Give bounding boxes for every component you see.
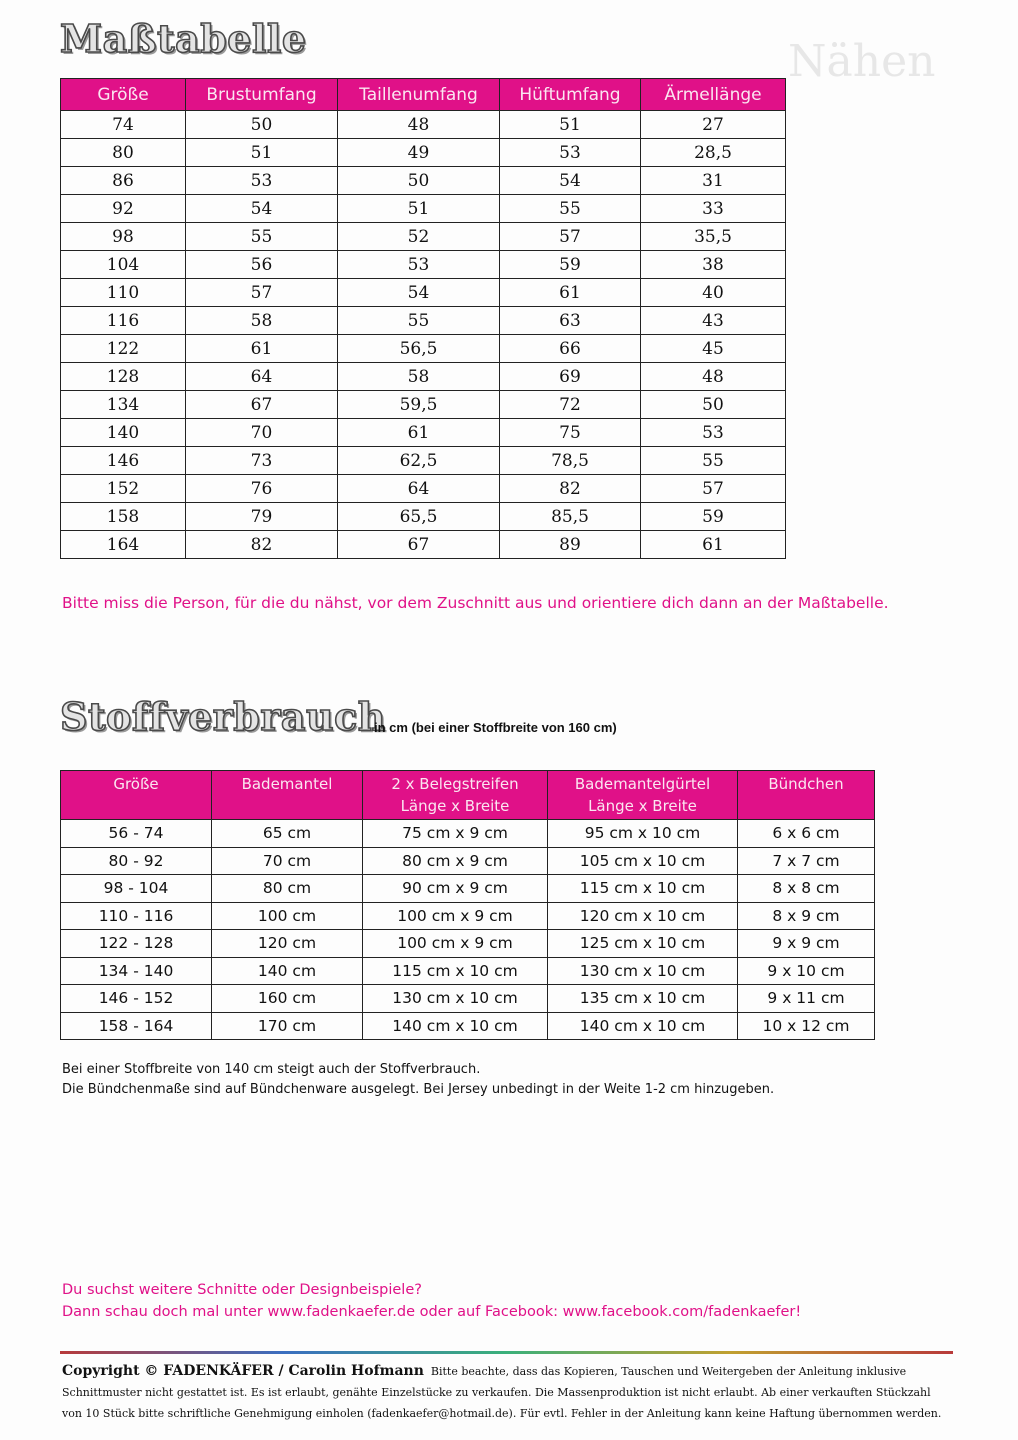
size-table-header-row — [61, 79, 786, 111]
fabric-table-row — [61, 902, 875, 930]
table-cell: 100 cm x 9 cm — [363, 930, 548, 958]
table-cell: 146 — [61, 447, 186, 475]
fabric-table-row — [61, 875, 875, 903]
table-cell: 55 — [641, 447, 786, 475]
size-table-row — [61, 363, 786, 391]
measure-note: Bitte miss die Person, für die du nähst, vor dem Zuschnitt aus und orientiere dich dann an der Maßtabelle. — [62, 594, 889, 612]
table-cell: 54 — [500, 167, 641, 195]
table-cell: 8 x 9 cm — [738, 902, 875, 930]
table-cell: 35,5 — [641, 223, 786, 251]
table-cell: 56 - 74 — [61, 820, 212, 848]
table-cell: 90 cm x 9 cm — [363, 875, 548, 903]
table-cell: 158 - 164 — [61, 1012, 212, 1040]
table-cell: 40 — [641, 279, 786, 307]
fabric-table-row — [61, 957, 875, 985]
size-table — [60, 78, 786, 559]
table-cell: 115 cm x 10 cm — [548, 875, 738, 903]
table-cell: 57 — [186, 279, 338, 307]
table-cell: 53 — [641, 419, 786, 447]
table-cell: 61 — [186, 335, 338, 363]
size-table-row — [61, 251, 786, 279]
table-cell: 122 - 128 — [61, 930, 212, 958]
header-size-range: Größe — [61, 771, 212, 820]
fabric-notes — [62, 1060, 774, 1100]
table-cell: 8 x 8 cm — [738, 875, 875, 903]
size-table-row — [61, 223, 786, 251]
table-cell: 65,5 — [338, 503, 500, 531]
size-table-row — [61, 111, 786, 139]
table-cell: 65 cm — [212, 820, 363, 848]
table-cell: 62,5 — [338, 447, 500, 475]
cta-line-2: Dann schau doch mal unter www.fadenkaefer.de oder auf Facebook: www.facebook.com/fadenkaefer! — [62, 1304, 802, 1320]
table-cell: 105 cm x 10 cm — [548, 847, 738, 875]
table-cell: 57 — [500, 223, 641, 251]
call-to-action — [62, 1279, 801, 1323]
table-cell: 67 — [338, 531, 500, 559]
table-cell: 146 - 152 — [61, 985, 212, 1013]
fabric-table-row — [61, 820, 875, 848]
table-cell: 128 — [61, 363, 186, 391]
table-cell: 70 cm — [212, 847, 363, 875]
table-cell: 120 cm x 10 cm — [548, 902, 738, 930]
size-table-row — [61, 503, 786, 531]
table-cell: 122 — [61, 335, 186, 363]
table-cell: 51 — [186, 139, 338, 167]
table-cell: 69 — [500, 363, 641, 391]
fabric-table-subtitle: in cm (bei einer Stoffbreite von 160 cm) — [374, 720, 617, 735]
copyright-footer — [62, 1361, 952, 1424]
table-cell: 59 — [641, 503, 786, 531]
table-cell: 66 — [500, 335, 641, 363]
table-cell: 51 — [338, 195, 500, 223]
table-cell: 51 — [500, 111, 641, 139]
table-cell: 48 — [338, 111, 500, 139]
header-size: Größe — [61, 79, 186, 111]
table-cell: 140 cm — [212, 957, 363, 985]
table-cell: 27 — [641, 111, 786, 139]
table-cell: 80 - 92 — [61, 847, 212, 875]
table-cell: 76 — [186, 475, 338, 503]
copyright-label: Copyright © FADENKÄFER / Carolin Hofmann — [62, 1363, 424, 1379]
table-cell: 140 cm x 10 cm — [363, 1012, 548, 1040]
table-cell: 54 — [338, 279, 500, 307]
fabric-table — [60, 770, 875, 1040]
table-cell: 92 — [61, 195, 186, 223]
table-cell: 100 cm x 9 cm — [363, 902, 548, 930]
table-cell: 67 — [186, 391, 338, 419]
table-cell: 10 x 12 cm — [738, 1012, 875, 1040]
table-cell: 110 - 116 — [61, 902, 212, 930]
table-cell: 78,5 — [500, 447, 641, 475]
header-sleeve: Ärmellänge — [641, 79, 786, 111]
table-cell: 7 x 7 cm — [738, 847, 875, 875]
fabric-table-header-row — [61, 771, 875, 820]
table-cell: 115 cm x 10 cm — [363, 957, 548, 985]
table-cell: 31 — [641, 167, 786, 195]
table-cell: 135 cm x 10 cm — [548, 985, 738, 1013]
table-cell: 120 cm — [212, 930, 363, 958]
table-cell: 86 — [61, 167, 186, 195]
fabric-table-row — [61, 985, 875, 1013]
table-cell: 58 — [186, 307, 338, 335]
table-cell: 9 x 11 cm — [738, 985, 875, 1013]
header-chest: Brustumfang — [186, 79, 338, 111]
table-cell: 53 — [338, 251, 500, 279]
table-cell: 85,5 — [500, 503, 641, 531]
table-cell: 54 — [186, 195, 338, 223]
table-cell: 152 — [61, 475, 186, 503]
size-table-row — [61, 447, 786, 475]
table-cell: 80 cm x 9 cm — [363, 847, 548, 875]
table-cell: 79 — [186, 503, 338, 531]
table-cell: 98 — [61, 223, 186, 251]
fabric-table-title: Stoffverbrauch — [60, 694, 386, 739]
table-cell: 160 cm — [212, 985, 363, 1013]
size-table-row — [61, 335, 786, 363]
size-table-row — [61, 279, 786, 307]
table-cell: 63 — [500, 307, 641, 335]
table-cell: 53 — [500, 139, 641, 167]
copyright-text: Bitte beachte, dass das Kopieren, Tauschen und Weitergeben der Anleitung inklusive Schnittmuster nicht gestattet ist. Es ist erlaubt, genähte Einzelstücke zu verkaufen. Die Massenproduktion ist nicht erlaubt. Ab einer verkauften Stückzahl von 10 Stück bitte schriftliche Genehmigung einholen (fadenkaefer@hotmail.de). Für evtl. Fehler in der Anleitung kann keine Haftung übernommen werden. — [62, 1365, 942, 1420]
table-cell: 100 cm — [212, 902, 363, 930]
header-hip: Hüftumfang — [500, 79, 641, 111]
size-table-title: Maßtabelle — [60, 16, 307, 61]
table-cell: 75 — [500, 419, 641, 447]
fabric-note-width: Bei einer Stoffbreite von 140 cm steigt auch der Stoffverbrauch. — [62, 1062, 481, 1077]
table-cell: 72 — [500, 391, 641, 419]
table-cell: 110 — [61, 279, 186, 307]
table-cell: 170 cm — [212, 1012, 363, 1040]
table-cell: 48 — [641, 363, 786, 391]
table-cell: 125 cm x 10 cm — [548, 930, 738, 958]
fabric-table-body — [61, 820, 875, 1040]
table-cell: 59,5 — [338, 391, 500, 419]
table-cell: 43 — [641, 307, 786, 335]
size-table-row — [61, 167, 786, 195]
table-cell: 61 — [500, 279, 641, 307]
footer-divider — [60, 1351, 953, 1354]
table-cell: 75 cm x 9 cm — [363, 820, 548, 848]
header-belt: Bademantelgürtel Länge x Breite — [548, 771, 738, 820]
table-cell: 82 — [500, 475, 641, 503]
table-cell: 55 — [500, 195, 641, 223]
header-bathrobe: Bademantel — [212, 771, 363, 820]
table-cell: 70 — [186, 419, 338, 447]
size-table-row — [61, 307, 786, 335]
size-table-body — [61, 111, 786, 559]
table-cell: 56 — [186, 251, 338, 279]
table-cell: 164 — [61, 531, 186, 559]
table-cell: 140 — [61, 419, 186, 447]
table-cell: 59 — [500, 251, 641, 279]
bleed-through-heading: Nähen — [788, 36, 936, 87]
header-facing-strips: 2 x Belegstreifen Länge x Breite — [363, 771, 548, 820]
header-cuffs: Bündchen — [738, 771, 875, 820]
table-cell: 98 - 104 — [61, 875, 212, 903]
size-table-row — [61, 475, 786, 503]
fabric-table-row — [61, 847, 875, 875]
table-cell: 82 — [186, 531, 338, 559]
table-cell: 49 — [338, 139, 500, 167]
table-cell: 80 — [61, 139, 186, 167]
table-cell: 134 - 140 — [61, 957, 212, 985]
table-cell: 80 cm — [212, 875, 363, 903]
table-cell: 73 — [186, 447, 338, 475]
fabric-table-row — [61, 930, 875, 958]
table-cell: 9 x 10 cm — [738, 957, 875, 985]
table-cell: 130 cm x 10 cm — [548, 957, 738, 985]
cta-line-1: Du suchst weitere Schnitte oder Designbeispiele? — [62, 1282, 422, 1298]
table-cell: 74 — [61, 111, 186, 139]
table-cell: 52 — [338, 223, 500, 251]
table-cell: 38 — [641, 251, 786, 279]
size-table-row — [61, 195, 786, 223]
table-cell: 61 — [641, 531, 786, 559]
table-cell: 33 — [641, 195, 786, 223]
table-cell: 95 cm x 10 cm — [548, 820, 738, 848]
table-cell: 158 — [61, 503, 186, 531]
table-cell: 116 — [61, 307, 186, 335]
table-cell: 28,5 — [641, 139, 786, 167]
table-cell: 56,5 — [338, 335, 500, 363]
size-table-row — [61, 139, 786, 167]
table-cell: 134 — [61, 391, 186, 419]
fabric-table-row — [61, 1012, 875, 1040]
table-cell: 89 — [500, 531, 641, 559]
table-cell: 45 — [641, 335, 786, 363]
table-cell: 50 — [641, 391, 786, 419]
table-cell: 50 — [186, 111, 338, 139]
table-cell: 104 — [61, 251, 186, 279]
table-cell: 130 cm x 10 cm — [363, 985, 548, 1013]
table-cell: 9 x 9 cm — [738, 930, 875, 958]
table-cell: 140 cm x 10 cm — [548, 1012, 738, 1040]
table-cell: 64 — [338, 475, 500, 503]
table-cell: 55 — [338, 307, 500, 335]
size-table-row — [61, 531, 786, 559]
table-cell: 58 — [338, 363, 500, 391]
header-waist: Taillenumfang — [338, 79, 500, 111]
table-cell: 61 — [338, 419, 500, 447]
table-cell: 55 — [186, 223, 338, 251]
size-table-row — [61, 419, 786, 447]
table-cell: 53 — [186, 167, 338, 195]
table-cell: 50 — [338, 167, 500, 195]
fabric-note-cuffs: Die Bündchenmaße sind auf Bündchenware ausgelegt. Bei Jersey unbedingt in der Weite 1-2 cm hinzugeben. — [62, 1082, 775, 1097]
table-cell: 57 — [641, 475, 786, 503]
table-cell: 6 x 6 cm — [738, 820, 875, 848]
table-cell: 64 — [186, 363, 338, 391]
size-table-row — [61, 391, 786, 419]
